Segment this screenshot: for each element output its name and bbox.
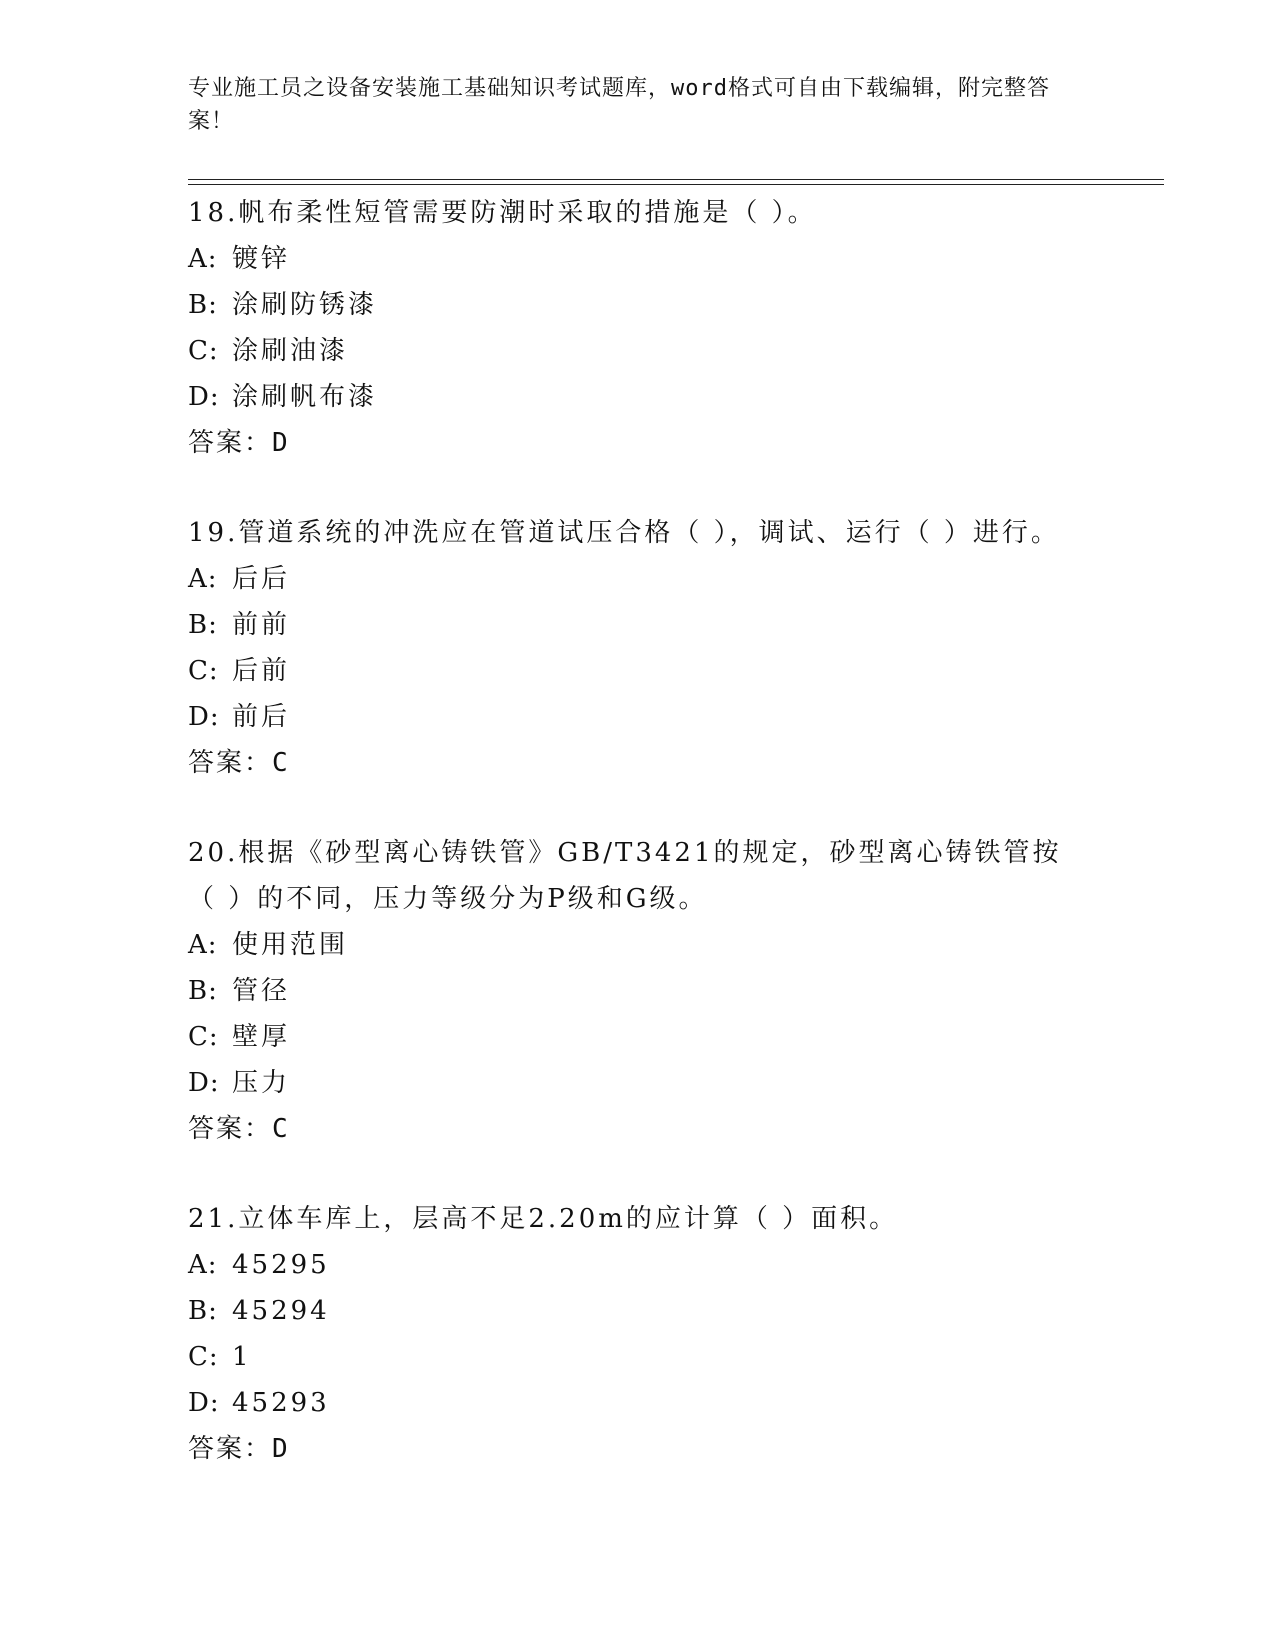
question-stem: 20.根据《砂型离心铸铁管》GB/T3421的规定，砂型离心铸铁管按（ ）的不同，压力等级分为P级和G级。	[188, 838, 1062, 914]
question-stem: 21.立体车库上，层高不足2.20m的应计算（ ）面积。	[188, 1204, 899, 1234]
option-c	[188, 1334, 1088, 1380]
option-d	[188, 1060, 1088, 1106]
answer-line: 答案：C	[188, 1114, 290, 1144]
option-text: 后后	[232, 564, 291, 594]
option-letter: A:	[188, 930, 218, 960]
option-a	[188, 556, 1088, 602]
option-text: 45295	[232, 1250, 330, 1280]
option-text: 涂刷油漆	[232, 336, 349, 366]
option-text: 涂刷帆布漆	[232, 382, 378, 412]
question-stem: 18.帆布柔性短管需要防潮时采取的措施是（ ）。	[188, 198, 817, 228]
answer-line: 答案：D	[188, 428, 290, 458]
option-d	[188, 1380, 1088, 1426]
option-text: 后前	[232, 656, 291, 686]
option-text: 壁厚	[232, 1022, 291, 1052]
option-b	[188, 282, 1088, 328]
option-b	[188, 968, 1088, 1014]
option-a	[188, 236, 1088, 282]
option-letter: C:	[188, 336, 219, 366]
option-letter: C:	[188, 656, 219, 686]
option-text: 前前	[232, 610, 291, 640]
question-21	[188, 1196, 1088, 1472]
option-b	[188, 1288, 1088, 1334]
option-letter: C:	[188, 1342, 219, 1372]
option-letter: D:	[188, 702, 220, 732]
option-letter: B:	[188, 610, 218, 640]
option-letter: A:	[188, 244, 218, 274]
option-text: 45293	[232, 1388, 330, 1418]
option-text: 压力	[232, 1068, 291, 1098]
option-c	[188, 1014, 1088, 1060]
question-stem: 19.管道系统的冲洗应在管道试压合格（ ），调试、运行（ ）进行。	[188, 518, 1060, 548]
option-text: 涂刷防锈漆	[232, 290, 378, 320]
option-a	[188, 1242, 1088, 1288]
option-b	[188, 602, 1088, 648]
option-text: 1	[232, 1342, 252, 1372]
option-letter: B:	[188, 290, 218, 320]
option-letter: A:	[188, 1250, 218, 1280]
header-divider-top	[188, 179, 1164, 180]
option-letter: A:	[188, 564, 218, 594]
option-text: 管径	[232, 976, 291, 1006]
option-letter: D:	[188, 382, 220, 412]
option-d	[188, 374, 1088, 420]
option-letter: B:	[188, 1296, 218, 1326]
option-letter: C:	[188, 1022, 219, 1052]
question-19	[188, 510, 1088, 786]
question-20	[188, 830, 1088, 1152]
option-c	[188, 328, 1088, 374]
option-letter: D:	[188, 1068, 220, 1098]
header-divider-bottom	[188, 184, 1164, 185]
option-c	[188, 648, 1088, 694]
question-18	[188, 190, 1088, 466]
option-d	[188, 694, 1088, 740]
answer-line: 答案：D	[188, 1434, 290, 1464]
option-text: 使用范围	[232, 930, 349, 960]
option-letter: B:	[188, 976, 218, 1006]
option-text: 45294	[232, 1296, 330, 1326]
option-text: 前后	[232, 702, 291, 732]
option-letter: D:	[188, 1388, 220, 1418]
option-a	[188, 922, 1088, 968]
document-header: 专业施工员之设备安装施工基础知识考试题库，word格式可自由下载编辑，附完整答案！	[188, 76, 1050, 134]
option-text: 镀锌	[232, 244, 291, 274]
answer-line: 答案：C	[188, 748, 290, 778]
